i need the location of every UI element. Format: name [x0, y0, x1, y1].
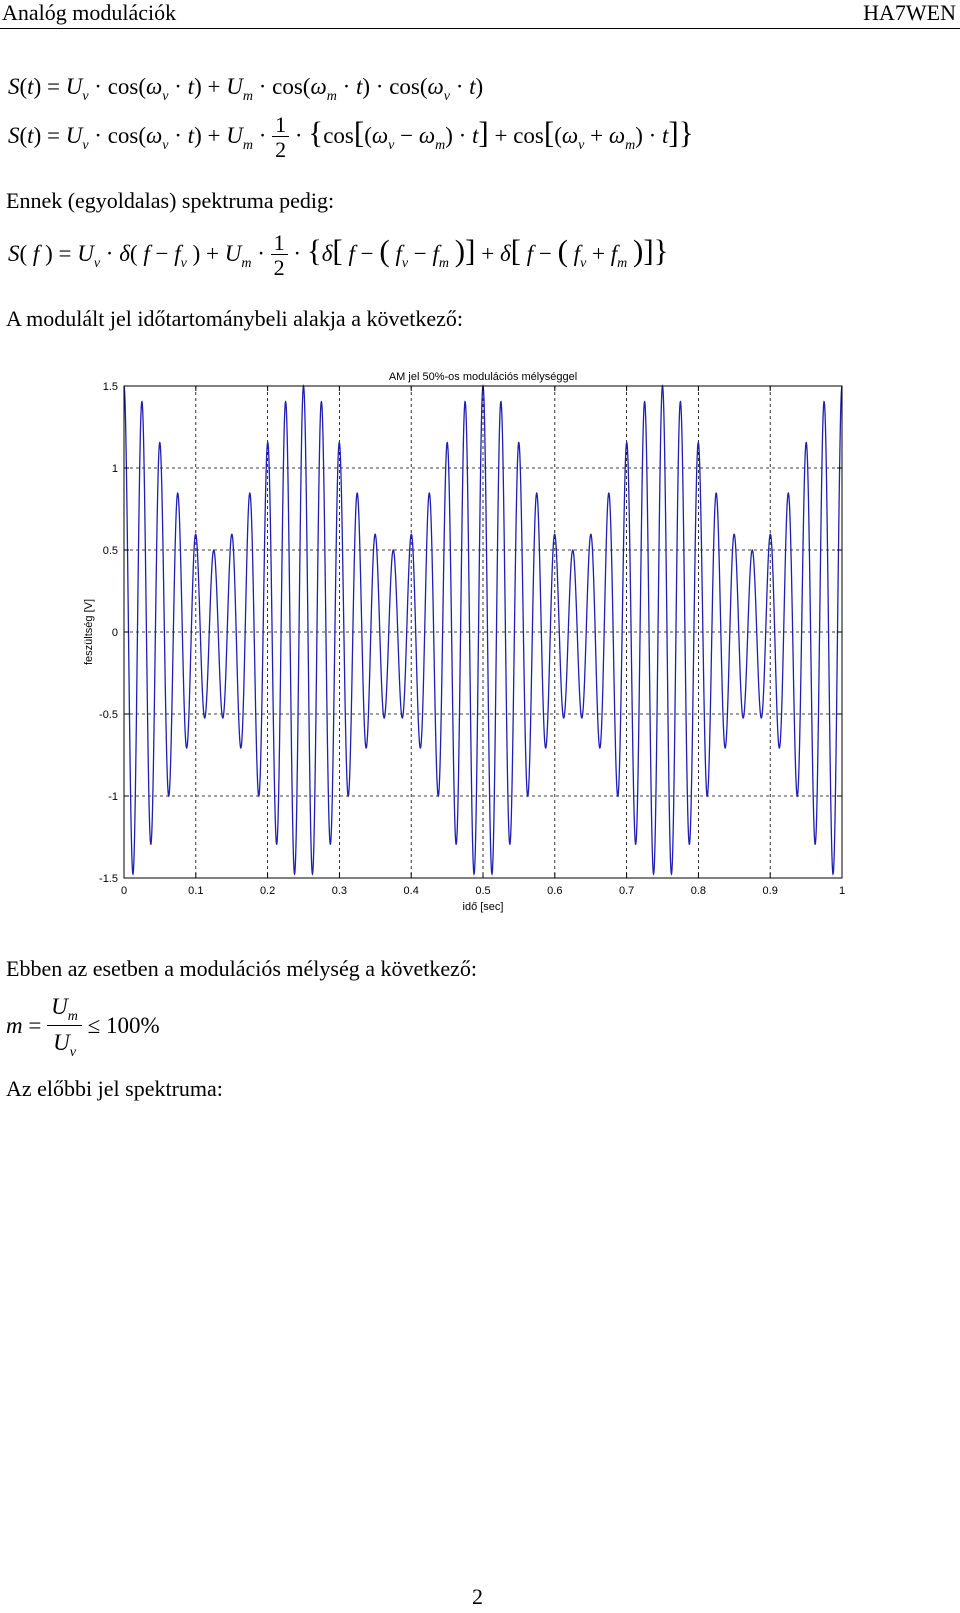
fraction-half: $\frac{1}{2}$	[272, 114, 289, 161]
x-tick-label: 0.7	[618, 885, 635, 897]
y-axis-label: feszültség [V]	[83, 598, 95, 666]
am-signal-chart	[78, 368, 878, 913]
x-tick-label: 0.1	[188, 885, 204, 897]
time-domain-intro: A modulált jel időtartománybeli alakja a következő:	[6, 306, 463, 331]
depth-intro: Ebben az esetben a modulációs mélység a következő:	[6, 956, 477, 981]
x-tick-label: 1	[838, 885, 846, 897]
y-tick-label: 1	[111, 463, 118, 475]
header-code: HA7WEN	[863, 0, 956, 25]
equation-3: S( f ) = $U_v \cdot \delta$( $f - f_v$ ) + $U_m$ · $\frac{1}{2}$ · {δ[ f − ( $f_v - f_m$ )] + δ[ f − ( $f_v + f_m$ )]}	[8, 230, 669, 280]
y-tick-label: -0.5	[99, 709, 118, 721]
y-tick-label: 0.5	[102, 545, 118, 557]
equation-2: $S(t) = U_v \cdot \cos(\omega_v \cdot t) + U_m$ · $\frac{1}{2}$ · $\{\cos[(\omega_v - \omega_m) \cdot t] + \cos[(\omega_v + \omega_m) \cdot t]\}$	[8, 112, 694, 162]
page-number: 2	[472, 1584, 483, 1609]
x-tick-label: 0.8	[690, 885, 707, 897]
x-tick-label: 0	[120, 885, 128, 897]
equation-modulation-depth: m = $\frac{U_m}{U_v}$ ≤ 100%	[6, 994, 160, 1060]
x-tick-label: 0.3	[331, 885, 348, 897]
spectrum-label: Az előbbi jel spektruma:	[6, 1076, 223, 1101]
x-tick-label: 0.6	[547, 885, 563, 897]
x-tick-label: 0.9	[762, 885, 778, 897]
page-header	[0, 0, 960, 29]
y-tick-label: -1.5	[99, 873, 118, 885]
x-axis-label: idő [sec]	[462, 901, 504, 913]
equation-1: $S(t) = U_v \cdot \cos(\omega_v \cdot t) + U_m \cdot \cos(\omega_m \cdot t) \cdot \cos(\omega_v \cdot t)$	[8, 74, 484, 104]
y-tick-label: -1	[108, 791, 118, 803]
y-tick-label: 0	[111, 627, 118, 639]
chart-title: AM jel 50%-os modulációs mélységgel	[388, 371, 578, 383]
x-tick-label: 0.4	[403, 885, 419, 897]
spectrum-intro: Ennek (egyoldalas) spektruma pedig:	[6, 188, 335, 213]
y-tick-label: 1.5	[102, 381, 118, 393]
header-title: Analóg modulációk	[2, 0, 177, 25]
x-tick-label: 0.5	[475, 885, 491, 897]
fraction-half-2: $\frac{1}{2}$	[271, 232, 288, 279]
x-tick-label: 0.2	[259, 885, 276, 897]
depth-relation: ≤ 100%	[87, 1012, 160, 1038]
